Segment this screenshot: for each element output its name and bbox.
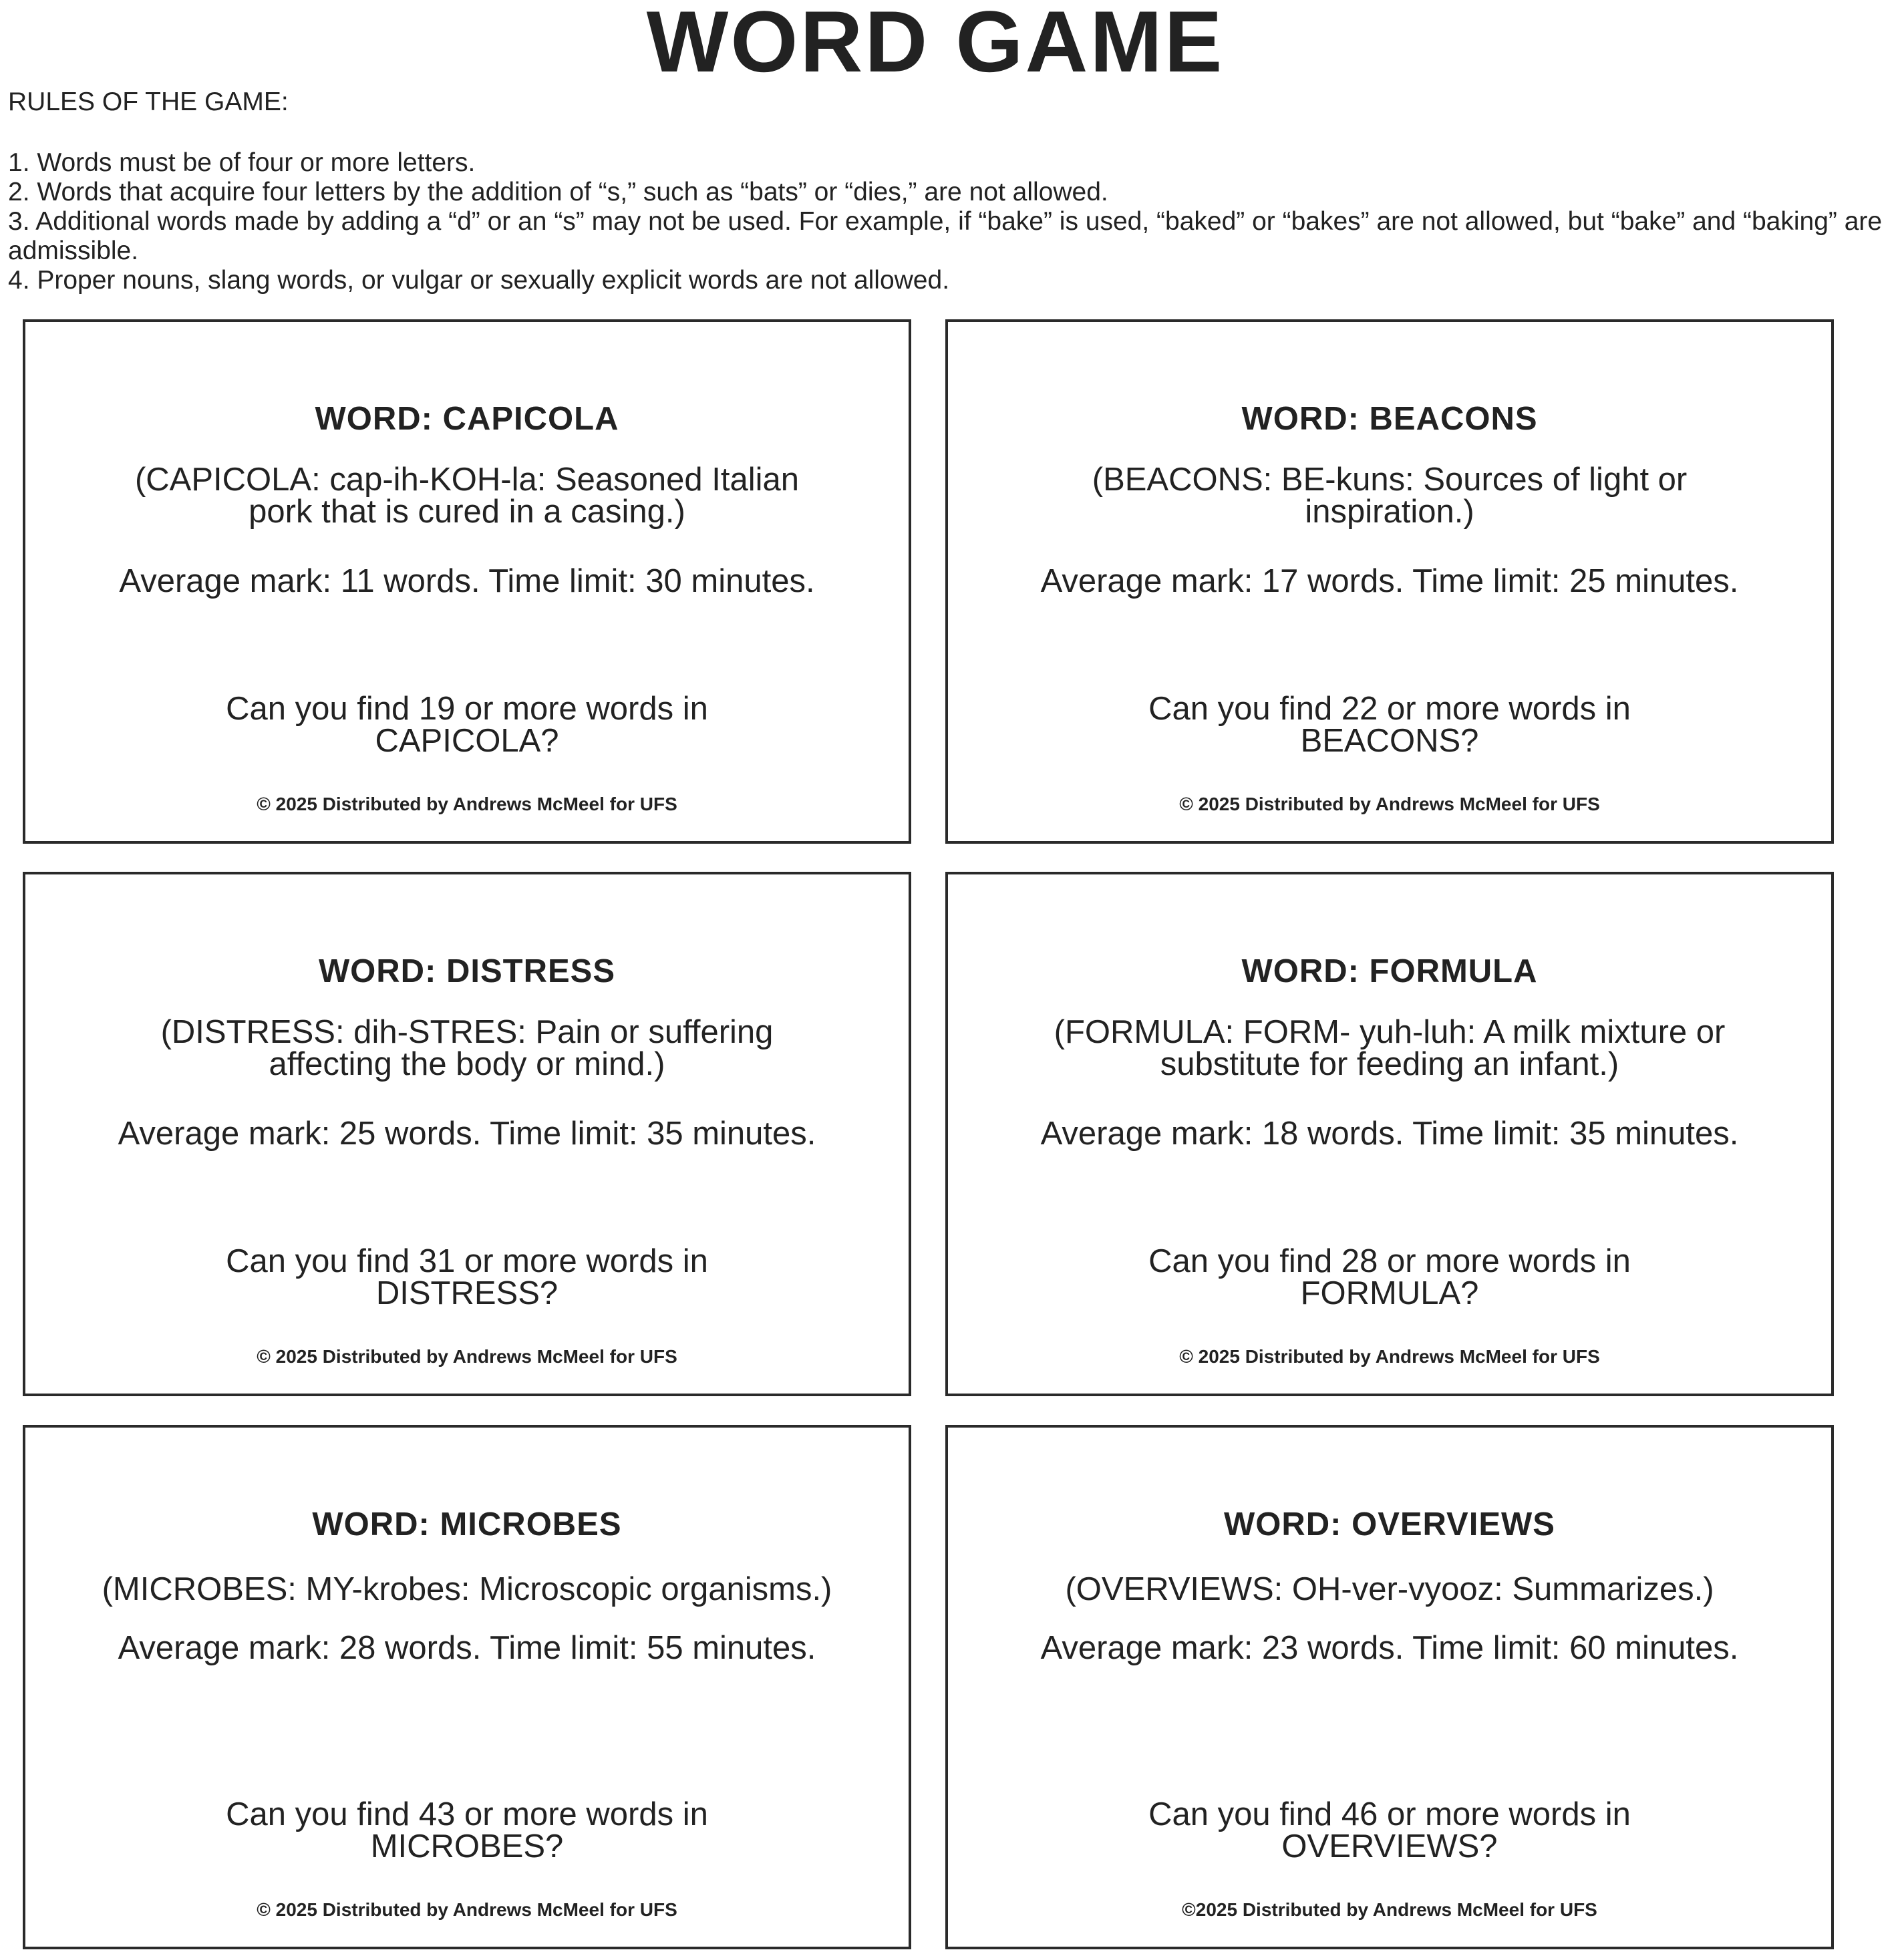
card-definition: (DISTRESS: dih-STRES: Pain or suffering affecting the body or mind.) [160, 1014, 774, 1082]
card-copyright: © 2025 Distributed by Andrews McMeel for UFS [1179, 1346, 1600, 1367]
card-definition: (MICROBES: MY-krobes: Microscopic organisms.) [102, 1571, 832, 1607]
puzzle-card-distress [23, 872, 911, 1396]
puzzle-card-formula [945, 872, 1834, 1396]
rules-list [8, 148, 1895, 295]
card-definition: (CAPICOLA: cap-ih-KOH-la: Seasoned Italian pork that is cured in a casing.) [134, 462, 800, 530]
card-copyright: © 2025 Distributed by Andrews McMeel for UFS [257, 794, 677, 814]
puzzle-card-microbes [23, 1425, 911, 1949]
card-average: Average mark: 23 words. Time limit: 60 minutes. [1040, 1630, 1739, 1666]
card-word: WORD: BEACONS [1241, 401, 1538, 437]
card-word: WORD: CAPICOLA [315, 401, 619, 437]
card-copyright: © 2025 Distributed by Andrews McMeel for UFS [257, 1899, 677, 1920]
page-title: WORD GAME [646, 0, 1225, 90]
card-word: WORD: OVERVIEWS [1224, 1506, 1555, 1542]
card-average: Average mark: 11 words. Time limit: 30 minutes. [119, 563, 815, 599]
card-average: Average mark: 25 words. Time limit: 35 minutes. [118, 1116, 816, 1152]
card-word: WORD: FORMULA [1241, 953, 1538, 989]
card-challenge: Can you find 31 or more words in DISTRESS? [226, 1243, 708, 1311]
rules-heading: RULES OF THE GAME: [8, 88, 289, 116]
card-average: Average mark: 28 words. Time limit: 55 minutes. [118, 1630, 816, 1666]
card-challenge: Can you find 46 or more words in OVERVIEWS? [1148, 1796, 1631, 1864]
card-copyright: © 2025 Distributed by Andrews McMeel for UFS [1179, 794, 1600, 814]
puzzle-card-beacons [945, 319, 1834, 844]
card-average: Average mark: 18 words. Time limit: 35 minutes. [1040, 1116, 1739, 1152]
card-challenge: Can you find 28 or more words in FORMULA? [1148, 1243, 1631, 1311]
card-challenge: Can you find 22 or more words in BEACONS? [1148, 691, 1631, 759]
card-definition: (BEACONS: BE-kuns: Sources of light or inspiration.) [1092, 462, 1688, 530]
card-challenge: Can you find 43 or more words in MICROBES? [226, 1796, 708, 1864]
rule-item: 4. Proper nouns, slang words, or vulgar or sexually explicit words are not allowed. [8, 266, 950, 295]
card-definition: (OVERVIEWS: OH-ver-vyooz: Summarizes.) [1065, 1571, 1714, 1607]
rule-item: 1. Words must be of four or more letters. [8, 148, 476, 177]
card-copyright: ©2025 Distributed by Andrews McMeel for UFS [1182, 1899, 1597, 1920]
card-definition: (FORMULA: FORM- yuh-luh: A milk mixture or substitute for feeding an infant.) [1054, 1014, 1726, 1082]
card-challenge: Can you find 19 or more words in CAPICOLA? [226, 691, 708, 759]
card-average: Average mark: 17 words. Time limit: 25 minutes. [1040, 563, 1739, 599]
card-word: WORD: MICROBES [312, 1506, 622, 1542]
puzzle-card-capicola [23, 319, 911, 844]
rule-item: 3. Additional words made by adding a “d” or an “s” may not be used. For example, if “bake” is used, “baked” or “bakes” are not allowed, but “bake” and “baking” are admissible. [8, 207, 1883, 265]
rule-item: 2. Words that acquire four letters by the addition of “s,” such as “bats” or “dies,” are not allowed. [8, 178, 1108, 206]
puzzle-card-overviews [945, 1425, 1834, 1949]
card-word: WORD: DISTRESS [318, 953, 616, 989]
card-copyright: © 2025 Distributed by Andrews McMeel for UFS [257, 1346, 677, 1367]
